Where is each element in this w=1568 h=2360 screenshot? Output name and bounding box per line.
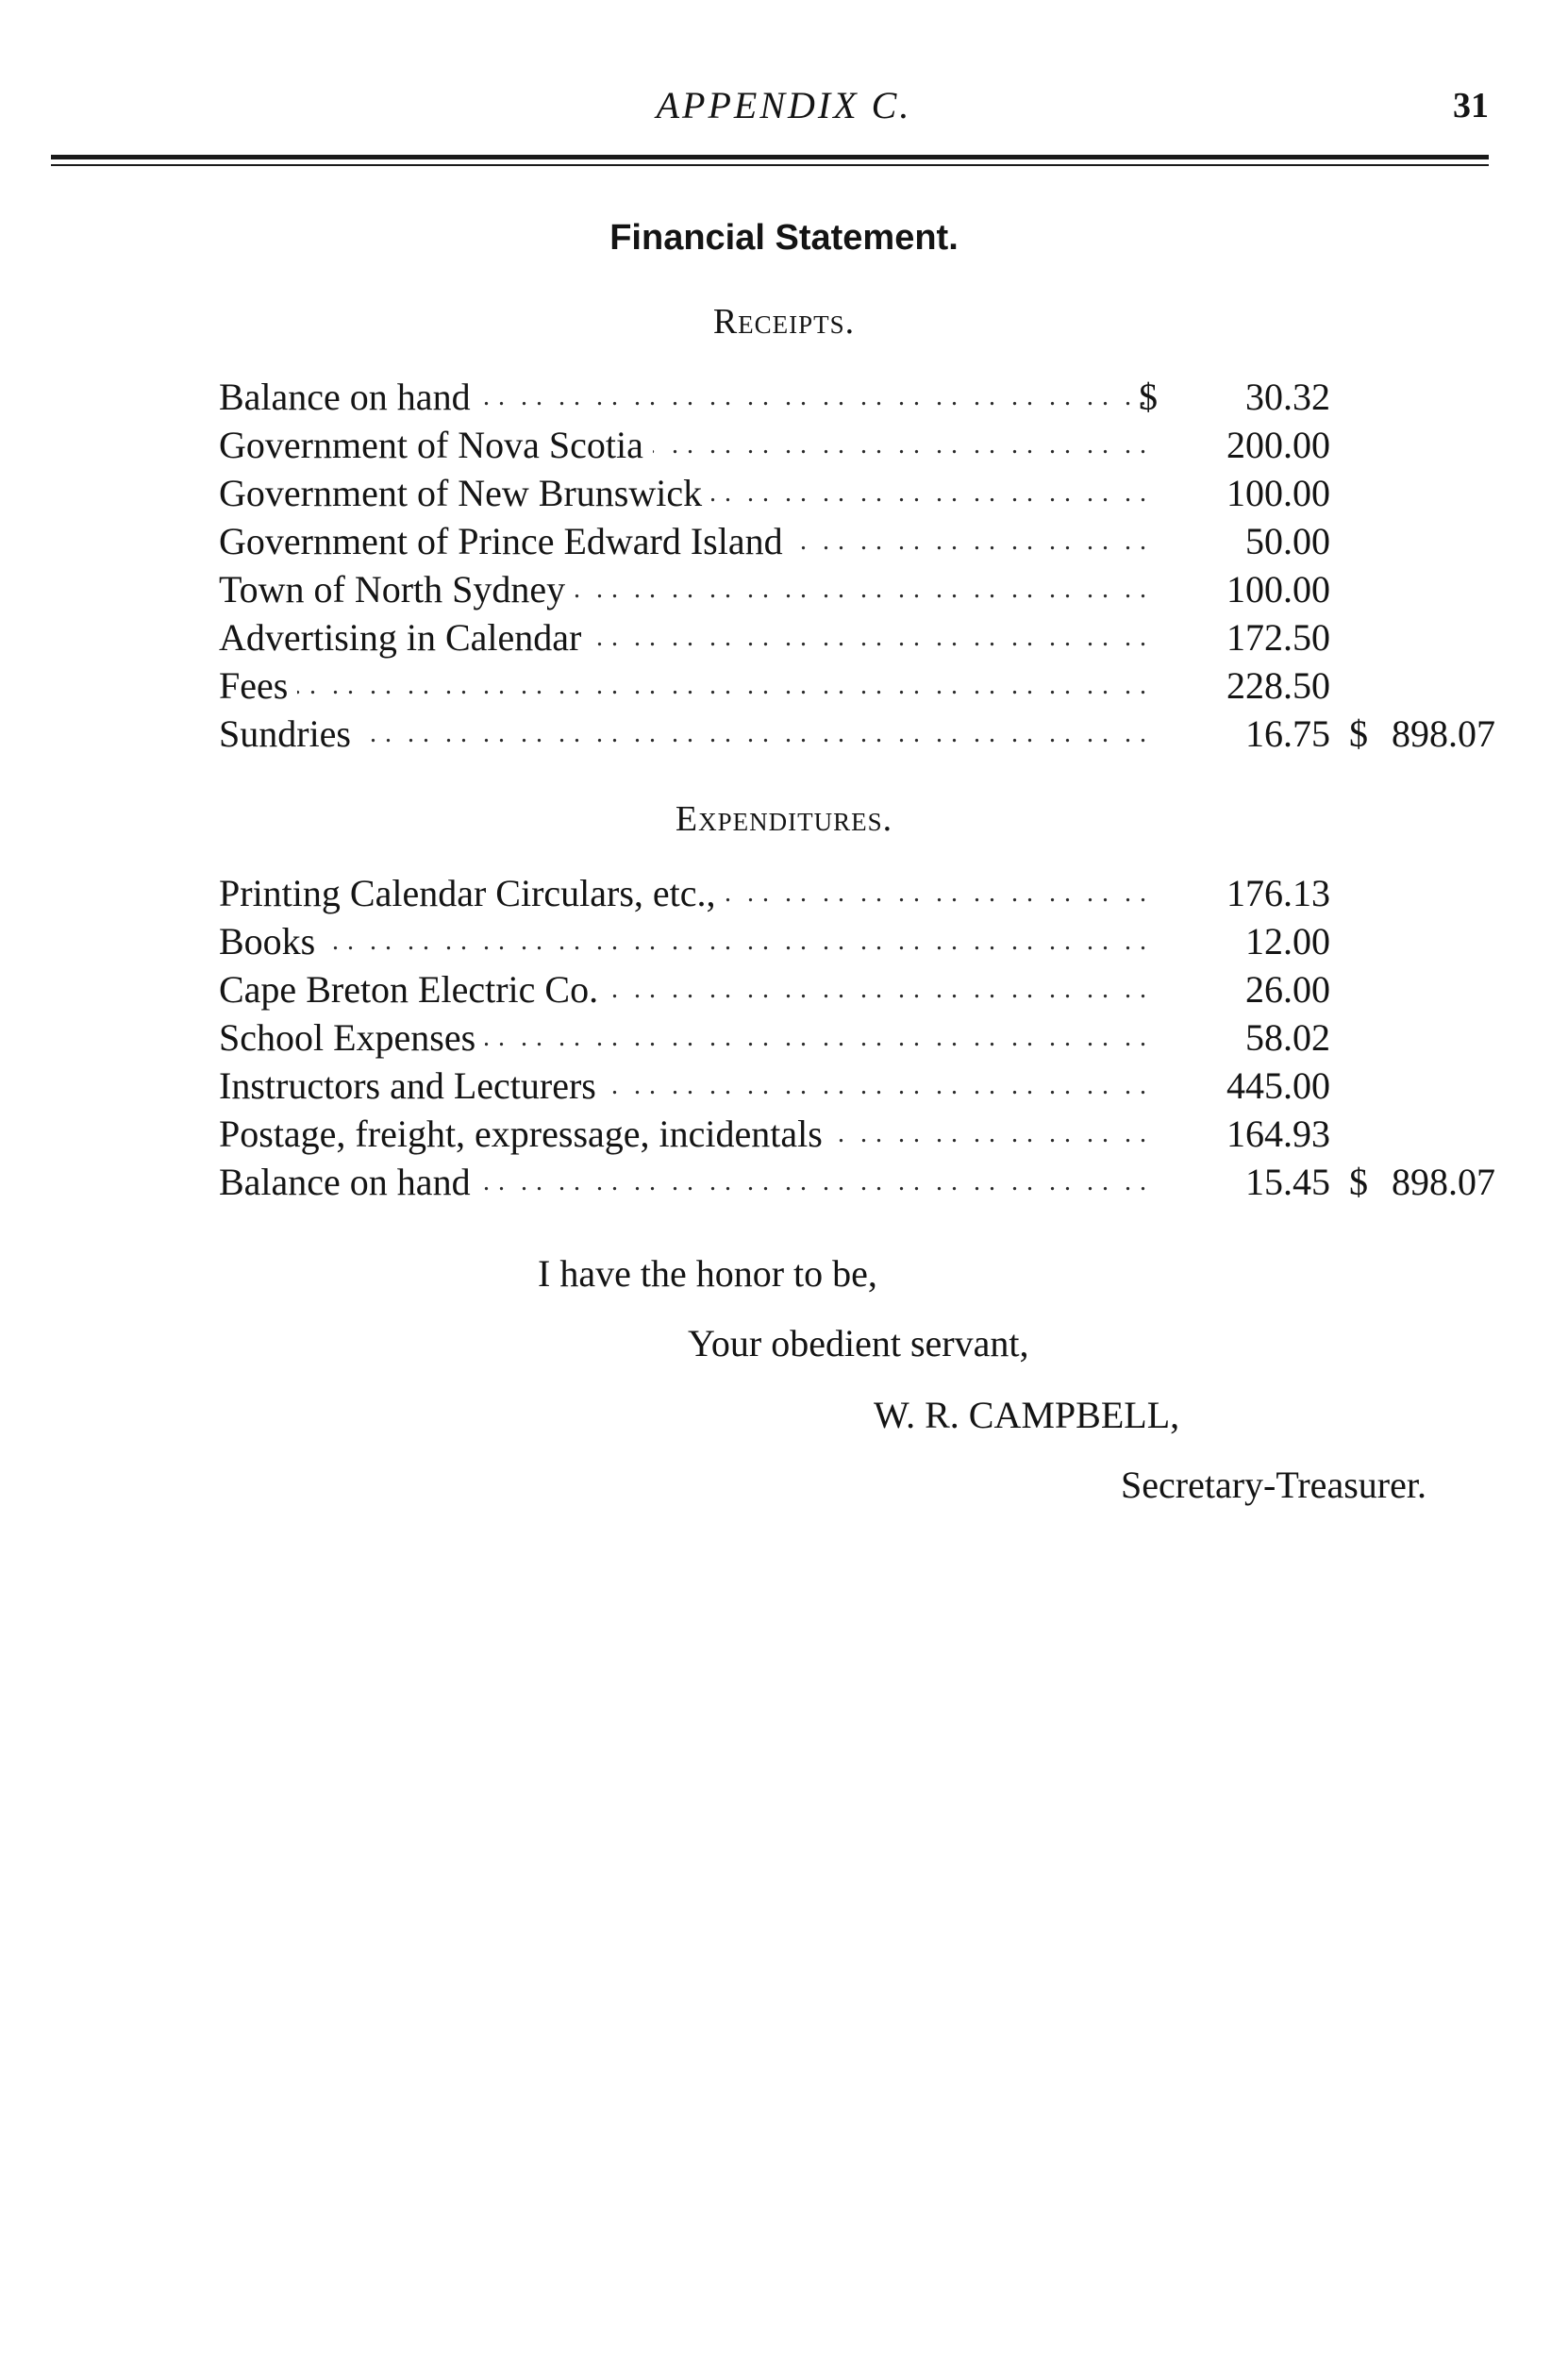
expenditure-amount: 445.00 <box>1226 1064 1330 1107</box>
expenditure-label-text: Cape Breton Electric Co. <box>219 968 608 1011</box>
receipt-amount: 30.32 <box>1245 376 1330 418</box>
receipt-label-text: Town of North Sydney <box>219 568 575 611</box>
expenditure-amount: 164.93 <box>1226 1113 1330 1155</box>
expenditure-amount: 26.00 <box>1245 968 1330 1011</box>
receipt-amount: 172.50 <box>1226 616 1330 659</box>
receipt-row <box>219 661 1502 710</box>
expenditure-total: 898.07 <box>1392 1161 1495 1203</box>
signature-name: W. R. CAMPBELL, <box>874 1394 1180 1436</box>
receipt-label <box>219 565 1153 613</box>
expenditure-label <box>219 1062 1153 1110</box>
receipt-total-currency: $ <box>1349 712 1368 755</box>
receipt-label-text: Fees <box>219 664 297 707</box>
expenditure-row <box>219 965 1502 1013</box>
expenditure-label <box>219 1158 1153 1206</box>
expenditure-total-currency: $ <box>1349 1161 1368 1203</box>
receipt-row <box>219 469 1502 517</box>
expenditure-amount: 58.02 <box>1245 1016 1330 1059</box>
closing-line-honor: I have the honor to be, <box>538 1252 877 1295</box>
expenditure-label-text: Postage, freight, expressage, incidentals <box>219 1113 832 1155</box>
receipt-label <box>219 613 1153 661</box>
receipt-row <box>219 373 1502 421</box>
expenditure-label <box>219 917 1153 965</box>
receipt-row <box>219 421 1502 469</box>
receipt-row <box>219 710 1502 758</box>
receipt-label-text: Sundries <box>219 712 360 755</box>
receipt-row <box>219 613 1502 661</box>
expenditure-label <box>219 869 1153 917</box>
expenditure-label-text: Balance on hand <box>219 1161 480 1203</box>
expenditure-label-text: Printing Calendar Circulars, etc., <box>219 872 726 914</box>
receipt-amount: 100.00 <box>1226 568 1330 611</box>
receipt-total: 898.07 <box>1392 712 1495 755</box>
header-rule-thick <box>51 155 1489 159</box>
expenditure-row <box>219 1158 1502 1206</box>
expenditure-row <box>219 869 1502 917</box>
expenditure-label-text: Instructors and Lecturers <box>219 1064 606 1107</box>
header-rule-thin <box>51 164 1489 166</box>
receipt-label-text: Government of New Brunswick <box>219 472 711 514</box>
receipt-row <box>219 517 1502 565</box>
receipt-label-text: Government of Prince Edward Island <box>219 520 792 562</box>
expenditure-label-text: Books <box>219 920 325 962</box>
page-number: 31 <box>1453 86 1489 126</box>
receipt-amount: 228.50 <box>1226 664 1330 707</box>
receipt-label <box>219 469 1153 517</box>
signature-title: Secretary-Treasurer. <box>1121 1464 1426 1506</box>
expenditure-amount: 12.00 <box>1245 920 1330 962</box>
expenditure-amount: 15.45 <box>1245 1161 1330 1203</box>
receipts-title: Receipts. <box>712 302 856 342</box>
expenditure-label <box>219 1013 1153 1062</box>
expenditure-label <box>219 1110 1153 1158</box>
expenditures-title: Expenditures. <box>675 799 893 839</box>
running-title: APPENDIX C. <box>656 84 912 126</box>
receipt-label <box>219 661 1153 710</box>
running-head <box>0 79 1568 136</box>
expenditure-row <box>219 917 1502 965</box>
expenditure-label <box>219 965 1153 1013</box>
expenditures-ledger <box>219 869 1502 1206</box>
receipt-amount: 200.00 <box>1226 424 1330 466</box>
receipt-label-text: Advertising in Calendar <box>219 616 591 659</box>
receipt-currency: $ <box>1139 376 1158 418</box>
receipt-label <box>219 517 1153 565</box>
receipt-label <box>219 710 1153 758</box>
expenditure-row <box>219 1062 1502 1110</box>
receipt-amount: 16.75 <box>1245 712 1330 755</box>
receipt-label-text: Balance on hand <box>219 376 480 418</box>
expenditure-amount: 176.13 <box>1226 872 1330 914</box>
receipt-label <box>219 421 1153 469</box>
receipt-row <box>219 565 1502 613</box>
receipt-amount: 50.00 <box>1245 520 1330 562</box>
receipts-ledger <box>219 373 1502 758</box>
receipt-amount: 100.00 <box>1226 472 1330 514</box>
statement-heading: Financial Statement. <box>609 218 959 258</box>
expenditure-label-text: School Expenses <box>219 1016 485 1059</box>
expenditure-row <box>219 1110 1502 1158</box>
receipt-label-text: Government of Nova Scotia <box>219 424 653 466</box>
closing-line-servant: Your obedient servant, <box>688 1322 1029 1364</box>
expenditure-row <box>219 1013 1502 1062</box>
receipt-label <box>219 373 1153 421</box>
